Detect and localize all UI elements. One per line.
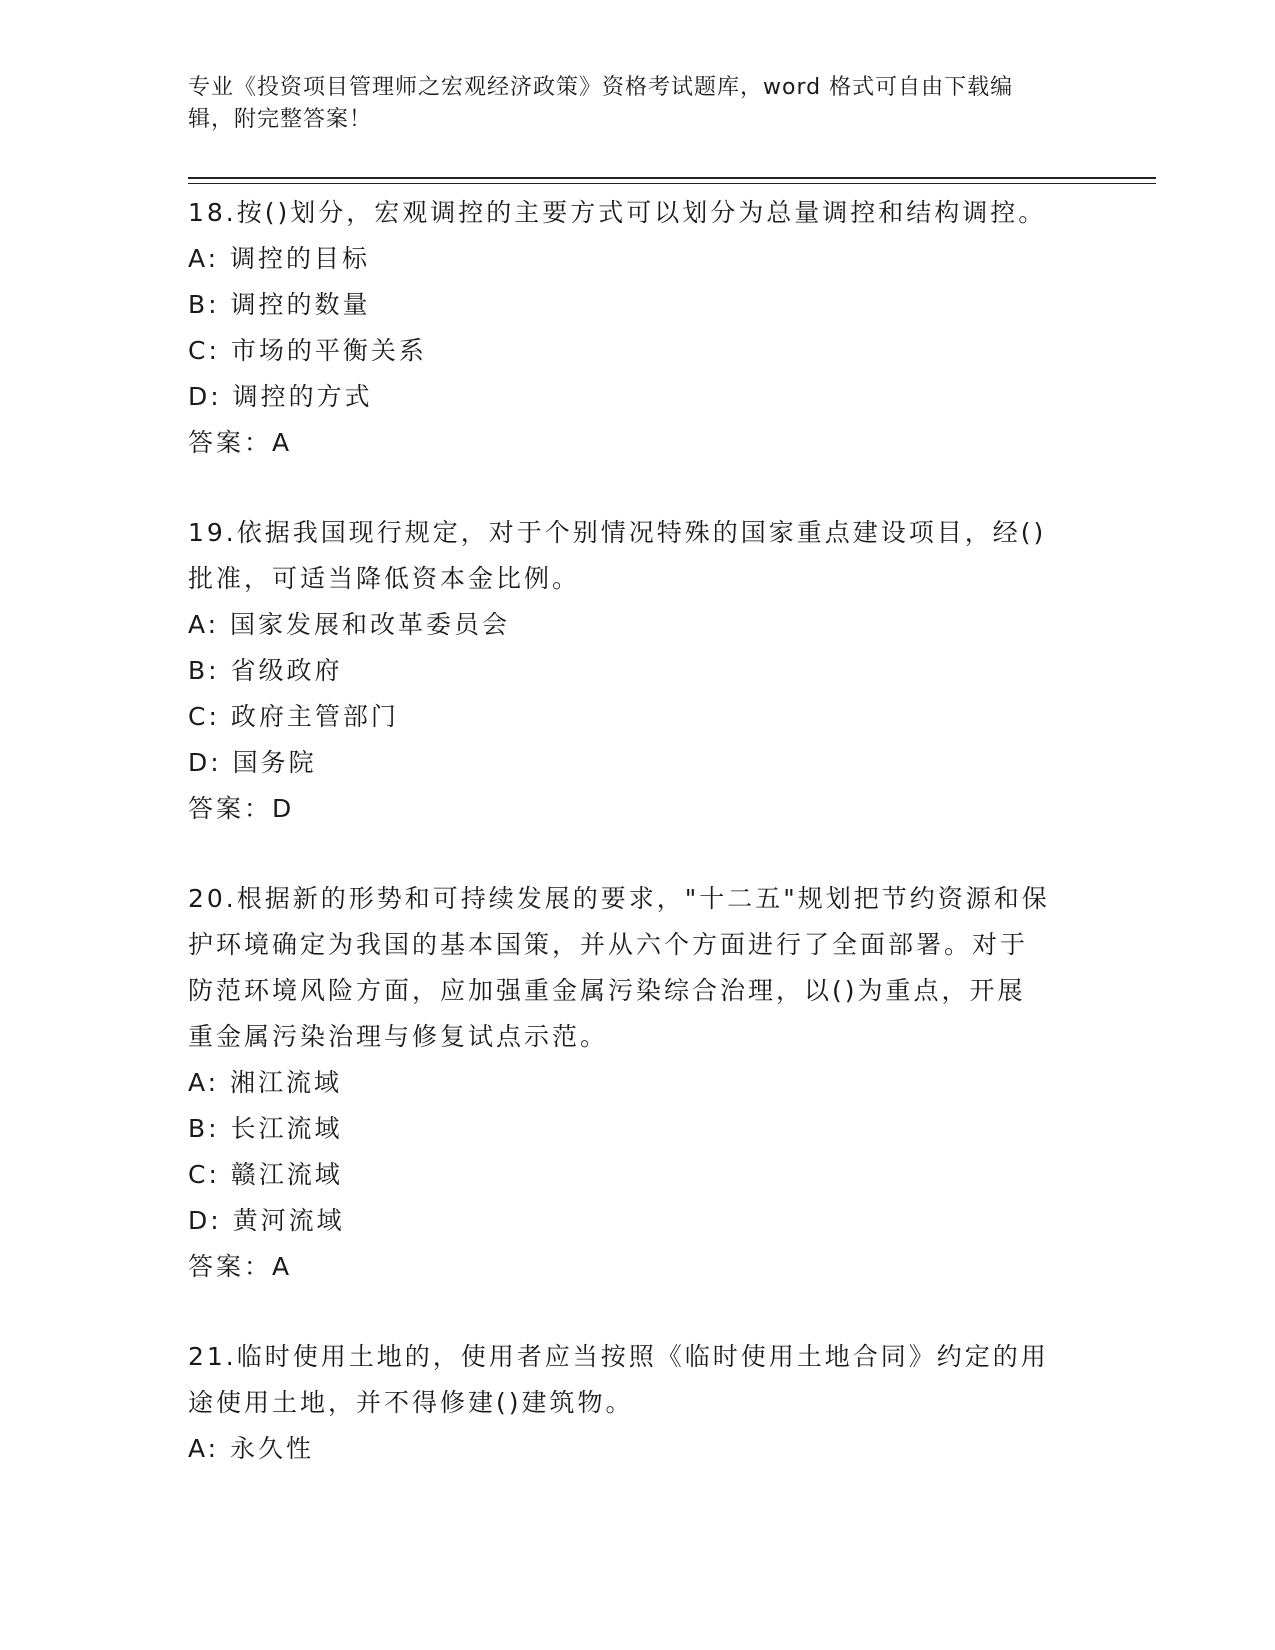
option-a: A: 永久性 [188,1434,315,1463]
question-21 [188,1334,1088,1472]
option-a: A: 调控的目标 [188,244,371,273]
option-b: B: 省级政府 [188,656,343,685]
option-a: A: 湘江流域 [188,1068,343,1097]
question-stem: 18.按()划分，宏观调控的主要方式可以划分为总量调控和结构调控。 [188,198,1047,227]
question-18 [188,190,1088,466]
option-c: C: 赣江流域 [188,1160,343,1189]
question-stem: 21.临时使用土地的，使用者应当按照《临时使用土地合同》约定的用 [188,1342,1049,1371]
option-c: C: 市场的平衡关系 [188,336,427,365]
option-d: D: 国务院 [188,748,317,777]
header-divider-thick [188,177,1156,179]
option-d: D: 黄河流域 [188,1206,345,1235]
question-stem: 重金属污染治理与修复试点示范。 [188,1022,609,1051]
answer: 答案：A [188,1252,293,1281]
question-stem: 途使用土地，并不得修建()建筑物。 [188,1388,634,1417]
option-b: B: 调控的数量 [188,290,371,319]
question-stem: 护环境确定为我国的基本国策，并从六个方面进行了全面部署。对于 [188,930,1029,959]
question-stem: 防范环境风险方面，应加强重金属污染综合治理，以()为重点，开展 [188,976,1026,1005]
option-d: D: 调控的方式 [188,382,373,411]
option-c: C: 政府主管部门 [188,702,399,731]
question-list [188,190,1088,1472]
answer: 答案：D [188,794,295,823]
question-20 [188,876,1088,1290]
question-stem: 20.根据新的形势和可持续发展的要求，"十二五"规划把节约资源和保 [188,884,1050,913]
question-19 [188,510,1088,832]
option-a: A: 国家发展和改革委员会 [188,610,511,639]
document-header [188,72,1068,136]
header-line-2: 辑，附完整答案！ [188,107,373,132]
question-stem: 批准，可适当降低资本金比例。 [188,564,581,593]
answer: 答案：A [188,428,293,457]
header-divider-thin [188,183,1156,184]
option-b: B: 长江流域 [188,1114,343,1143]
question-stem: 19.依据我国现行规定，对于个别情况特殊的国家重点建设项目，经() [188,518,1047,547]
header-line-1: 专业《投资项目管理师之宏观经济政策》资格考试题库，word 格式可自由下载编 [188,75,1014,100]
